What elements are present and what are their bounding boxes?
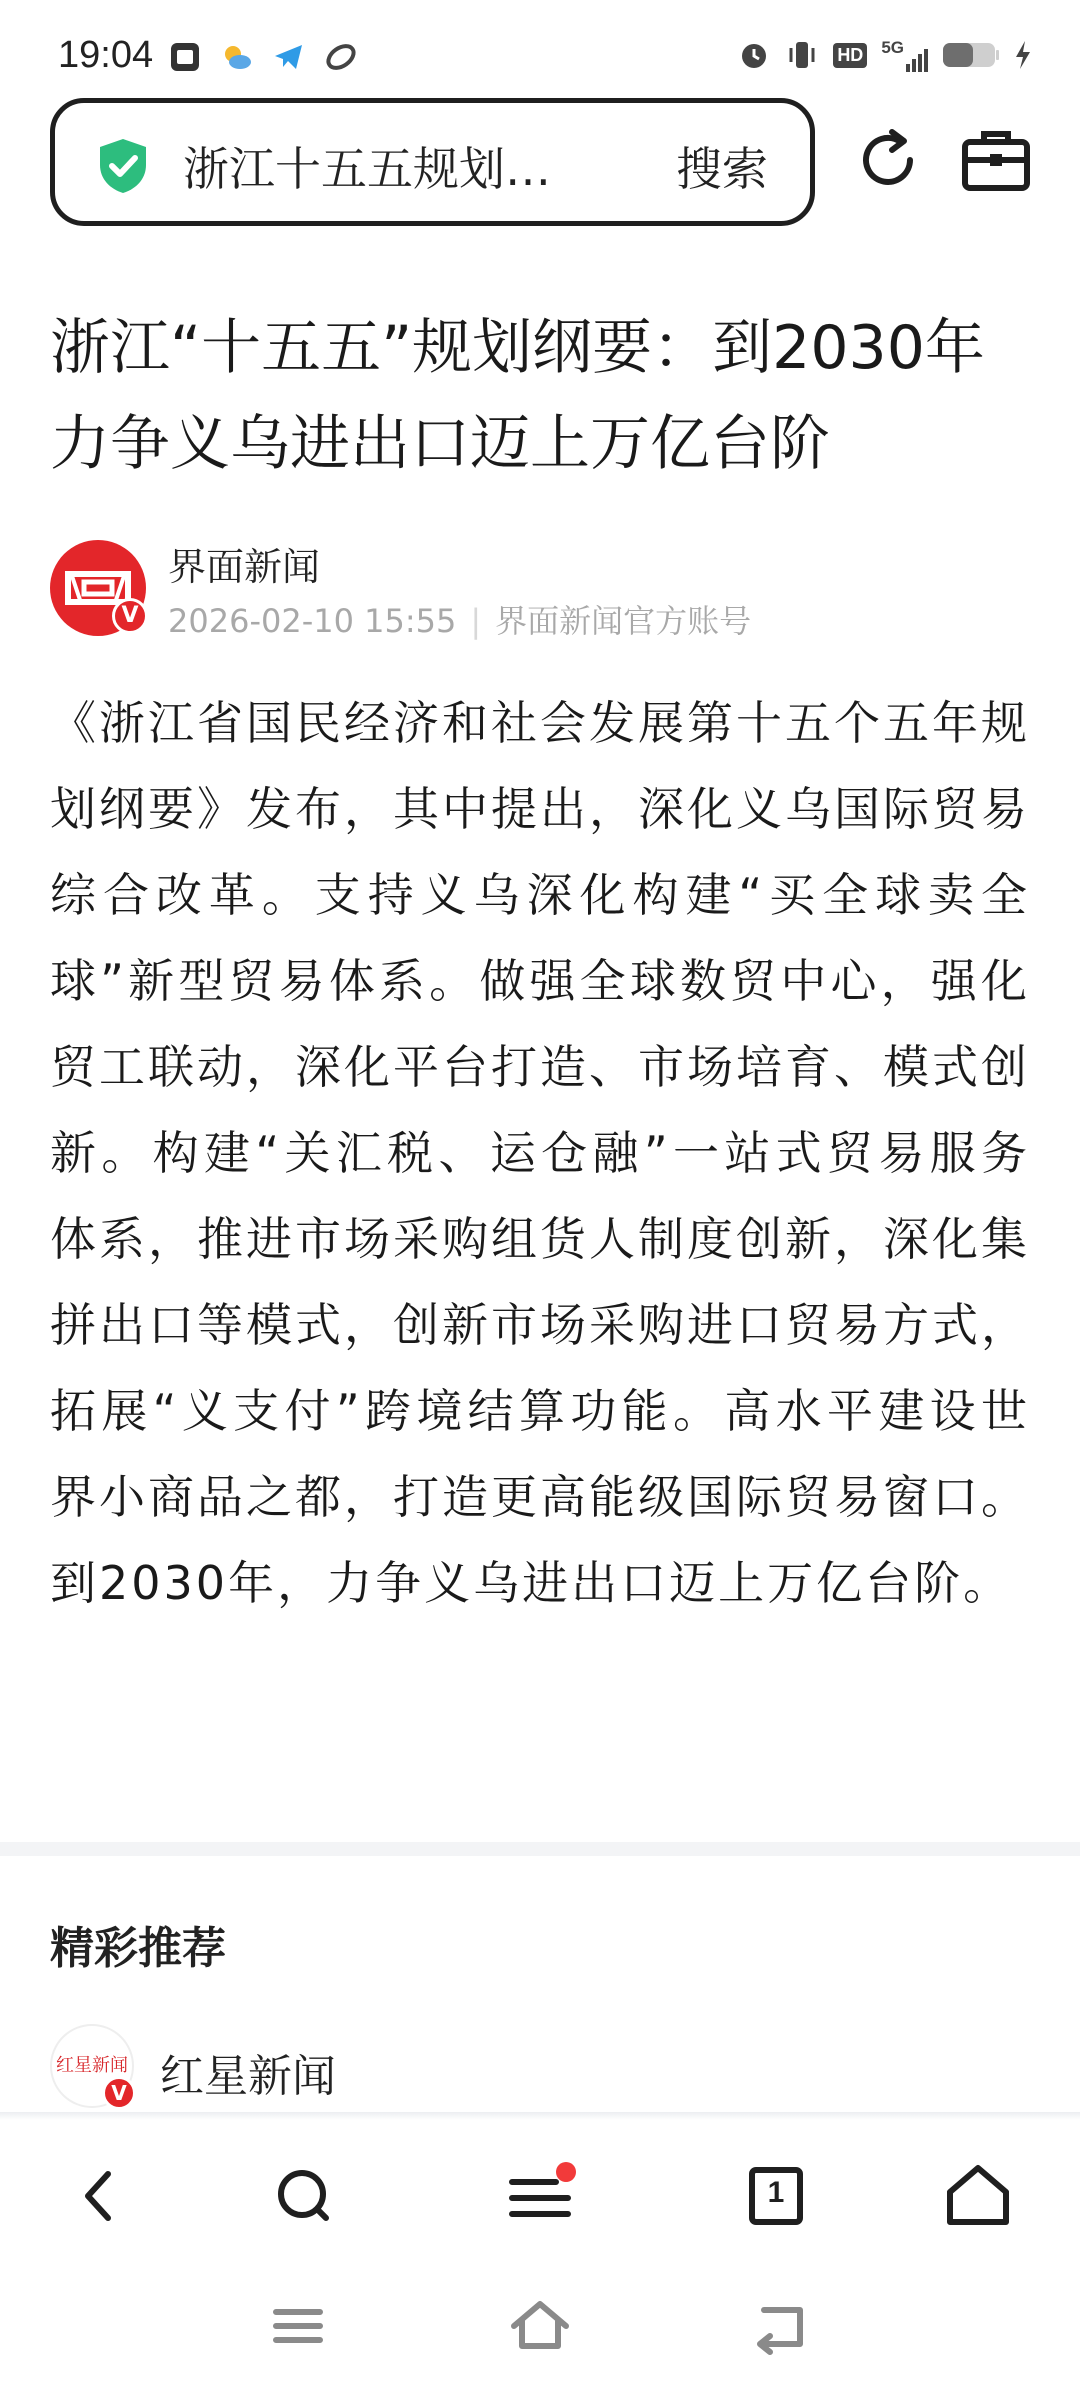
toolbox-icon[interactable] (960, 126, 1032, 194)
menu-badge-dot (556, 2162, 576, 2182)
article-headline: 浙江“十五五”规划纲要：到2030年力争义乌进出口迈上万亿台阶 (50, 313, 985, 479)
hd-icon: HD (833, 43, 867, 68)
system-home-icon[interactable] (500, 2286, 580, 2366)
bottom-shadow (0, 2112, 1080, 2120)
tabs-button[interactable] (736, 2156, 816, 2236)
search-icon[interactable] (264, 2156, 344, 2236)
vibrate-icon (785, 38, 819, 72)
verified-badge: V (112, 598, 148, 634)
status-time: 19:04 (58, 34, 154, 76)
menu-icon[interactable] (500, 2156, 580, 2236)
battery-icon (942, 40, 1000, 70)
shield-check-icon (97, 137, 149, 195)
account-type: 界面新闻官方账号 (495, 602, 752, 640)
alarm-icon (737, 38, 771, 72)
author-name[interactable]: 界面新闻 (168, 545, 321, 589)
status-bar (0, 0, 1080, 110)
telegram-icon (272, 40, 306, 74)
link-icon (324, 40, 358, 74)
back-icon[interactable] (60, 2156, 140, 2236)
weather-icon (220, 40, 254, 74)
recommendation-item[interactable] (50, 2024, 950, 2114)
source-name[interactable]: 红星新闻 (160, 2051, 336, 2102)
section-divider (0, 1842, 1080, 1856)
refresh-icon[interactable] (852, 124, 924, 196)
author-meta (168, 596, 751, 642)
system-status-icons (737, 38, 1032, 72)
home-icon[interactable] (938, 2156, 1018, 2236)
recommendations-title: 精彩推荐 (50, 1923, 226, 1974)
app-notification-icon (168, 40, 202, 74)
system-back-icon[interactable] (740, 2286, 820, 2366)
charging-icon (1014, 40, 1032, 70)
browser-bottom-nav (0, 2120, 1080, 2260)
system-nav-bar (0, 2268, 1080, 2388)
recent-apps-icon[interactable] (258, 2286, 338, 2366)
source-avatar[interactable]: 红星新闻 (50, 2024, 134, 2108)
search-button[interactable]: 搜索 (676, 142, 768, 196)
article-author[interactable] (50, 536, 1040, 640)
tab-count: 1 (767, 2176, 785, 2209)
address-search-bar[interactable] (50, 98, 815, 226)
meta-divider: | (470, 602, 482, 640)
signal-5g-icon (881, 38, 928, 72)
network-label: 5G (881, 38, 904, 57)
search-query-text[interactable]: 浙江十五五规划… (183, 142, 551, 196)
publish-datetime: 2026-02-10 15:55 (168, 602, 457, 640)
notification-icons (168, 40, 358, 74)
verified-badge: V (102, 2076, 136, 2110)
article-body: 《浙江省国民经济和社会发展第十五个五年规划纲要》发布，其中提出，深化义乌国际贸易综合改革。支持义乌深化构建“买全球卖全球”新型贸易体系。做强全球数贸中心，强化贸工联动，深化平台打造、市场培育、模式创新。构建“关汇税、运仓融”一站式贸易服务体系，推进市场采购组货人制度创新，深化集拼出口等模式，创新市场采购进口贸易方式，拓展“义支付”跨境结算功能。高水平建设世界小商品之都，打造更高能级国际贸易窗口。到2030年，力争义乌进出口迈上万亿台阶。 (50, 696, 1030, 1610)
